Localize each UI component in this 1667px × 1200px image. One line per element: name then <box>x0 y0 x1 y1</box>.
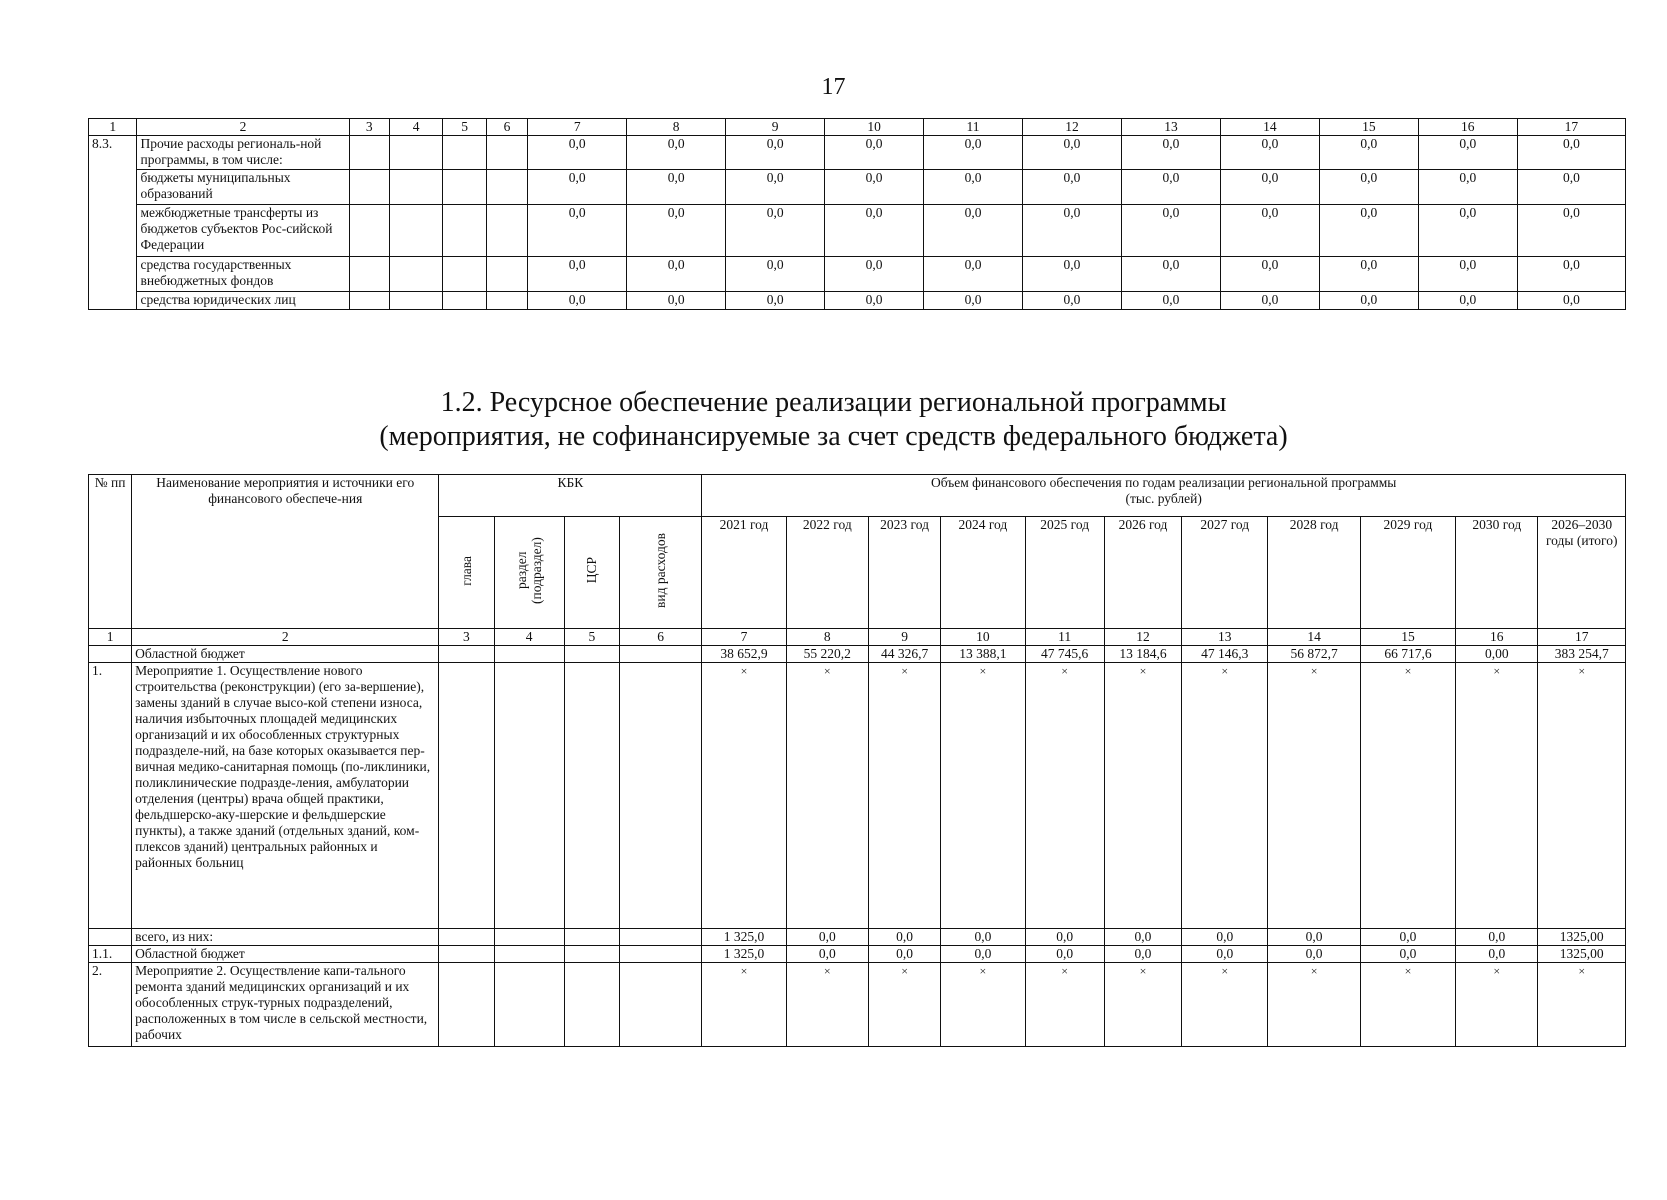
row-name: средства государственных внебюджетных фондов <box>137 257 349 292</box>
value-cell: 0,0 <box>1023 170 1122 205</box>
col-number: 1 <box>89 119 137 136</box>
kbk-empty-cell <box>389 257 443 292</box>
row-name: средства юридических лиц <box>137 292 349 310</box>
value-cell: 0,0 <box>1121 170 1220 205</box>
cross-cell: × <box>1182 663 1268 929</box>
header-volume <box>702 475 1626 517</box>
kbk-empty-cell <box>439 946 494 963</box>
year-header: 2030 год <box>1456 517 1538 629</box>
value-cell: 1325,00 <box>1538 929 1626 946</box>
kbk-empty-cell <box>439 663 494 929</box>
col-number: 17 <box>1538 629 1626 646</box>
value-cell: 0,0 <box>1023 136 1122 170</box>
header-volume-title: Объем финансового обеспечения по годам реализации региональной программы <box>930 475 1397 490</box>
value-cell: 0,0 <box>1220 292 1319 310</box>
cross-cell: × <box>1456 963 1538 1047</box>
value-cell: 0,0 <box>1121 136 1220 170</box>
value-cell: 0,0 <box>627 205 726 257</box>
value-cell: 0,0 <box>1268 946 1360 963</box>
cross-cell: × <box>1025 963 1104 1047</box>
col-number: 14 <box>1268 629 1360 646</box>
cross-cell: × <box>1456 663 1538 929</box>
value-cell: 0,0 <box>868 946 940 963</box>
kbk-empty-cell <box>439 646 494 663</box>
kbk-empty-cell <box>494 963 564 1047</box>
row-number <box>89 646 132 663</box>
value-cell: 0,0 <box>528 257 627 292</box>
value-cell: 0,0 <box>1023 205 1122 257</box>
kbk-empty-cell <box>486 292 527 310</box>
cross-cell: × <box>1104 963 1181 1047</box>
value-cell: 38 652,9 <box>702 646 786 663</box>
col-number: 6 <box>620 629 702 646</box>
value-cell: 0,0 <box>1121 205 1220 257</box>
top-table-col-numbers <box>89 119 1626 136</box>
value-cell: 0,0 <box>1517 170 1625 205</box>
kbk-empty-cell <box>439 963 494 1047</box>
kbk-empty-cell <box>443 292 486 310</box>
kbk-empty-cell <box>494 663 564 929</box>
value-cell: 0,0 <box>1418 170 1517 205</box>
col-number: 3 <box>349 119 389 136</box>
value-cell: 0,0 <box>1360 929 1455 946</box>
value-cell: 0,0 <box>825 292 924 310</box>
value-cell: 56 872,7 <box>1268 646 1360 663</box>
value-cell: 0,0 <box>825 170 924 205</box>
table-row <box>89 929 1626 946</box>
value-cell: 0,0 <box>1025 929 1104 946</box>
value-cell: 0,0 <box>528 170 627 205</box>
cross-cell: × <box>868 963 940 1047</box>
value-cell: 0,0 <box>1182 946 1268 963</box>
col-number: 3 <box>439 629 494 646</box>
row-name: Областной бюджет <box>132 946 439 963</box>
table-row <box>89 257 1626 292</box>
col-number: 9 <box>868 629 940 646</box>
col-number: 7 <box>702 629 786 646</box>
kbk-empty-cell <box>389 136 443 170</box>
row-number: 2. <box>89 963 132 1047</box>
value-cell: 0,0 <box>1023 292 1122 310</box>
cross-cell: × <box>941 963 1025 1047</box>
kbk-empty-cell <box>564 663 619 929</box>
kbk-empty-cell <box>349 292 389 310</box>
kbk-empty-cell <box>620 946 702 963</box>
value-cell: 0,0 <box>924 205 1023 257</box>
value-cell: 13 388,1 <box>941 646 1025 663</box>
row-name: Прочие расходы региональ-ной программы, в том числе: <box>137 136 349 170</box>
year-header: 2022 год <box>786 517 868 629</box>
value-cell: 0,0 <box>1418 136 1517 170</box>
value-cell: 0,0 <box>1517 257 1625 292</box>
col-number: 7 <box>528 119 627 136</box>
value-cell: 0,0 <box>726 170 825 205</box>
value-cell: 0,0 <box>627 292 726 310</box>
kbk-col-vid: вид расходов <box>620 517 702 629</box>
cross-cell: × <box>1360 963 1455 1047</box>
value-cell: 0,0 <box>528 205 627 257</box>
value-cell: 0,0 <box>627 257 726 292</box>
value-cell: 0,0 <box>1220 205 1319 257</box>
kbk-empty-cell <box>620 929 702 946</box>
cross-cell: × <box>1182 963 1268 1047</box>
row-name: Мероприятие 2. Осуществление капи-тального ремонта зданий медицинских организаций и их обособленных струк-турных подразделений, расположенных в том числе в сельской местности, рабочих <box>132 963 439 1047</box>
header-volume-unit: (тыс. рублей) <box>1125 491 1202 506</box>
value-cell: 0,0 <box>726 136 825 170</box>
year-header: 2026–2030 годы (итого) <box>1538 517 1626 629</box>
year-header: 2021 год <box>702 517 786 629</box>
kbk-empty-cell <box>349 136 389 170</box>
table-row <box>89 292 1626 310</box>
col-number: 13 <box>1182 629 1268 646</box>
value-cell: 47 146,3 <box>1182 646 1268 663</box>
page-number: 17 <box>821 74 846 100</box>
table-row <box>89 946 1626 963</box>
kbk-empty-cell <box>620 646 702 663</box>
col-number: 15 <box>1319 119 1418 136</box>
value-cell: 0,0 <box>1025 946 1104 963</box>
col-number: 16 <box>1418 119 1517 136</box>
value-cell: 0,0 <box>1121 257 1220 292</box>
table-row <box>89 963 1626 1047</box>
value-cell: 0,0 <box>1517 205 1625 257</box>
value-cell: 1325,00 <box>1538 946 1626 963</box>
year-header: 2028 год <box>1268 517 1360 629</box>
row-name: Областной бюджет <box>132 646 439 663</box>
value-cell: 0,0 <box>1104 929 1181 946</box>
value-cell: 0,0 <box>1268 929 1360 946</box>
value-cell: 0,0 <box>627 136 726 170</box>
kbk-empty-cell <box>620 663 702 929</box>
cross-cell: × <box>786 963 868 1047</box>
col-number: 12 <box>1023 119 1122 136</box>
table-row <box>89 170 1626 205</box>
value-cell: 0,0 <box>1319 170 1418 205</box>
year-header: 2026 год <box>1104 517 1181 629</box>
value-cell: 0,0 <box>924 170 1023 205</box>
table-row <box>89 205 1626 257</box>
value-cell: 0,0 <box>924 136 1023 170</box>
table-row <box>89 136 1626 170</box>
value-cell: 0,0 <box>786 946 868 963</box>
col-number: 2 <box>132 629 439 646</box>
value-cell: 0,0 <box>941 929 1025 946</box>
value-cell: 0,00 <box>1456 646 1538 663</box>
kbk-empty-cell <box>564 946 619 963</box>
header-kbk: КБК <box>439 475 702 517</box>
col-number: 16 <box>1456 629 1538 646</box>
col-number: 13 <box>1121 119 1220 136</box>
value-cell: 47 745,6 <box>1025 646 1104 663</box>
main-table <box>88 474 1626 1047</box>
year-header: 2025 год <box>1025 517 1104 629</box>
col-number: 9 <box>726 119 825 136</box>
year-header: 2024 год <box>941 517 1025 629</box>
value-cell: 0,0 <box>726 257 825 292</box>
value-cell: 66 717,6 <box>1360 646 1455 663</box>
value-cell: 0,0 <box>1319 205 1418 257</box>
value-cell: 0,0 <box>726 292 825 310</box>
row-number <box>89 929 132 946</box>
row-number: 8.3. <box>89 136 137 310</box>
col-number: 4 <box>389 119 443 136</box>
value-cell: 383 254,7 <box>1538 646 1626 663</box>
value-cell: 0,0 <box>924 292 1023 310</box>
col-number: 5 <box>564 629 619 646</box>
row-name: всего, из них: <box>132 929 439 946</box>
col-number: 10 <box>941 629 1025 646</box>
col-number: 8 <box>786 629 868 646</box>
col-number: 5 <box>443 119 486 136</box>
value-cell: 55 220,2 <box>786 646 868 663</box>
col-number: 12 <box>1104 629 1181 646</box>
row-name: Мероприятие 1. Осуществление нового строительства (реконструкции) (его за-вершение), замены зданий в случае высо-кой степени износа, наличия избыточных площадей медицинских организаций и их обособленных структурных подразделе-ний, на базе которых оказывается пер-вичная медико-санитарная помощь (по-ликлиники, поликлинические подразде-ления, амбулатории отделения (центры) врача общей практики, фельдшерско-аку-шерские и фельдшерские пункты), а также зданий (отдельных зданий, ком-плексов зданий) центральных районных и районных больниц <box>132 663 439 929</box>
kbk-empty-cell <box>389 205 443 257</box>
value-cell: 0,0 <box>1023 257 1122 292</box>
cross-cell: × <box>1360 663 1455 929</box>
kbk-empty-cell <box>349 257 389 292</box>
col-number: 1 <box>89 629 132 646</box>
year-header: 2023 год <box>868 517 940 629</box>
col-number: 11 <box>924 119 1023 136</box>
cross-cell: × <box>941 663 1025 929</box>
value-cell: 0,0 <box>786 929 868 946</box>
value-cell: 0,0 <box>1319 257 1418 292</box>
col-number: 15 <box>1360 629 1455 646</box>
col-number: 10 <box>825 119 924 136</box>
col-number: 8 <box>627 119 726 136</box>
kbk-empty-cell <box>349 205 389 257</box>
cross-cell: × <box>702 963 786 1047</box>
value-cell: 0,0 <box>1319 292 1418 310</box>
value-cell: 0,0 <box>941 946 1025 963</box>
kbk-col-glava: глава <box>439 517 494 629</box>
value-cell: 0,0 <box>825 257 924 292</box>
kbk-empty-cell <box>486 257 527 292</box>
value-cell: 1 325,0 <box>702 946 786 963</box>
value-cell: 1 325,0 <box>702 929 786 946</box>
col-number: 17 <box>1517 119 1625 136</box>
value-cell: 0,0 <box>528 136 627 170</box>
value-cell: 0,0 <box>528 292 627 310</box>
value-cell: 0,0 <box>1319 136 1418 170</box>
row-name: межбюджетные трансферты из бюджетов субъектов Рос-сийской Федерации <box>137 205 349 257</box>
table-row <box>89 646 1626 663</box>
kbk-empty-cell <box>389 170 443 205</box>
cross-cell: × <box>1538 963 1626 1047</box>
kbk-empty-cell <box>620 963 702 1047</box>
kbk-empty-cell <box>389 292 443 310</box>
kbk-col-csr: ЦСР <box>564 517 619 629</box>
cross-cell: × <box>1025 663 1104 929</box>
value-cell: 0,0 <box>1456 929 1538 946</box>
col-number: 11 <box>1025 629 1104 646</box>
cross-cell: × <box>1538 663 1626 929</box>
value-cell: 0,0 <box>825 136 924 170</box>
cross-cell: × <box>1268 663 1360 929</box>
value-cell: 0,0 <box>1182 929 1268 946</box>
main-table-col-numbers <box>89 629 1626 646</box>
cross-cell: × <box>868 663 940 929</box>
value-cell: 0,0 <box>1220 136 1319 170</box>
kbk-col-razdel: раздел (подраздел) <box>494 517 564 629</box>
header-name: Наименование мероприятия и источники его финансового обеспече-ния <box>132 475 439 629</box>
kbk-empty-cell <box>439 929 494 946</box>
kbk-empty-cell <box>443 170 486 205</box>
kbk-empty-cell <box>564 646 619 663</box>
value-cell: 0,0 <box>1517 136 1625 170</box>
year-header: 2027 год <box>1182 517 1268 629</box>
col-number: 14 <box>1220 119 1319 136</box>
cross-cell: × <box>1268 963 1360 1047</box>
value-cell: 0,0 <box>1418 292 1517 310</box>
kbk-empty-cell <box>486 136 527 170</box>
kbk-empty-cell <box>486 170 527 205</box>
col-number: 4 <box>494 629 564 646</box>
value-cell: 0,0 <box>825 205 924 257</box>
value-cell: 0,0 <box>1418 205 1517 257</box>
value-cell: 0,0 <box>1517 292 1625 310</box>
table-row <box>89 663 1626 929</box>
value-cell: 0,0 <box>627 170 726 205</box>
cross-cell: × <box>1104 663 1181 929</box>
section-title-line2: (мероприятия, не софинансируемые за счет средств федерального бюджета) <box>379 421 1288 452</box>
kbk-empty-cell <box>443 136 486 170</box>
section-title-line1: 1.2. Ресурсное обеспечение реализации региональной программы <box>440 387 1227 418</box>
kbk-empty-cell <box>443 205 486 257</box>
value-cell: 0,0 <box>1121 292 1220 310</box>
value-cell: 0,0 <box>1456 946 1538 963</box>
kbk-empty-cell <box>564 929 619 946</box>
kbk-empty-cell <box>494 646 564 663</box>
kbk-empty-cell <box>564 963 619 1047</box>
row-name: бюджеты муниципальных образований <box>137 170 349 205</box>
value-cell: 13 184,6 <box>1104 646 1181 663</box>
value-cell: 0,0 <box>1104 946 1181 963</box>
value-cell: 0,0 <box>924 257 1023 292</box>
cross-cell: × <box>786 663 868 929</box>
col-number: 6 <box>486 119 527 136</box>
kbk-empty-cell <box>494 946 564 963</box>
kbk-empty-cell <box>494 929 564 946</box>
row-number: 1. <box>89 663 132 929</box>
value-cell: 0,0 <box>726 205 825 257</box>
cross-cell: × <box>702 663 786 929</box>
value-cell: 0,0 <box>1220 170 1319 205</box>
top-table <box>88 118 1626 310</box>
col-number: 2 <box>137 119 349 136</box>
kbk-empty-cell <box>443 257 486 292</box>
value-cell: 0,0 <box>1360 946 1455 963</box>
value-cell: 0,0 <box>868 929 940 946</box>
value-cell: 0,0 <box>1220 257 1319 292</box>
year-header: 2029 год <box>1360 517 1455 629</box>
header-num: № пп <box>89 475 132 629</box>
kbk-empty-cell <box>486 205 527 257</box>
value-cell: 0,0 <box>1418 257 1517 292</box>
row-number: 1.1. <box>89 946 132 963</box>
value-cell: 44 326,7 <box>868 646 940 663</box>
kbk-empty-cell <box>349 170 389 205</box>
